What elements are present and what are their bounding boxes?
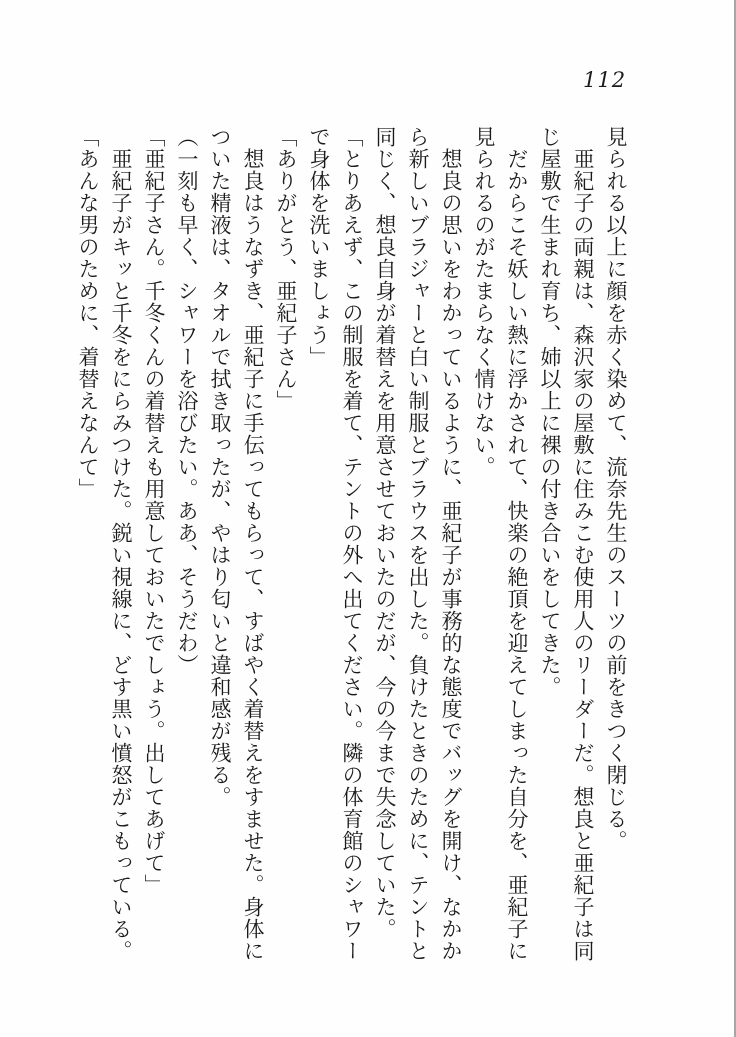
paragraph: 「亜紀子さん。千冬くんの着替えも用意しておいたでしょう。出してあげて」 bbox=[142, 126, 166, 896]
paragraph: 想良の思いをわかっているように、亜紀子が事務的な態度でバッグを開け、なかから新しいブラジャーと白い制服とブラウスを出した。負けたときのために、テントと同じく、想良自身が着替えを用意させておいたのだが、今の今まで失念していた。 bbox=[373, 126, 463, 962]
paragraph: だからこそ妖しい熱に浮かされて、快楽の絶頂を迎えてしまった自分を、亜紀子に見られるのがたまらなく情けない。 bbox=[472, 126, 529, 962]
paragraph: 「とりあえず、この制服を着て、テントの外へ出てください。隣の体育館のシャワーで身体を洗いましょう」 bbox=[307, 126, 364, 962]
text-block bbox=[71, 126, 632, 964]
paragraph: 「あんな男のために、着替えなんて」 bbox=[76, 126, 100, 500]
paragraph: 亜紀子がキッと千冬をにらみつけた。鋭い視線に、どす黒い憤怒がこもっている。 bbox=[109, 148, 133, 962]
paragraph: 亜紀子の両親は、森沢家の屋敷に住みこむ使用人のリーダーだ。想良と亜紀子は同じ屋敷で生まれ育ち、姉以上に裸の付き合いをしてきた。 bbox=[538, 126, 595, 962]
paragraph: 見られる以上に顔を赤く染めて、流奈先生のスーツの前をきつく閉じる。 bbox=[604, 126, 628, 852]
page-number: 112 bbox=[583, 68, 627, 92]
paragraph: 想良はうなずき、亜紀子に手伝ってもらって、すばやく着替えをすませた。身体についた精液は、タオルで拭き取ったが、やはり匂いと違和感が残る。 bbox=[208, 126, 265, 962]
paragraph: （一刻も早く、シャワーを浴びたい。ああ、そうだわ） bbox=[175, 126, 199, 676]
paragraph: 「ありがとう、亜紀子さん」 bbox=[274, 126, 298, 412]
